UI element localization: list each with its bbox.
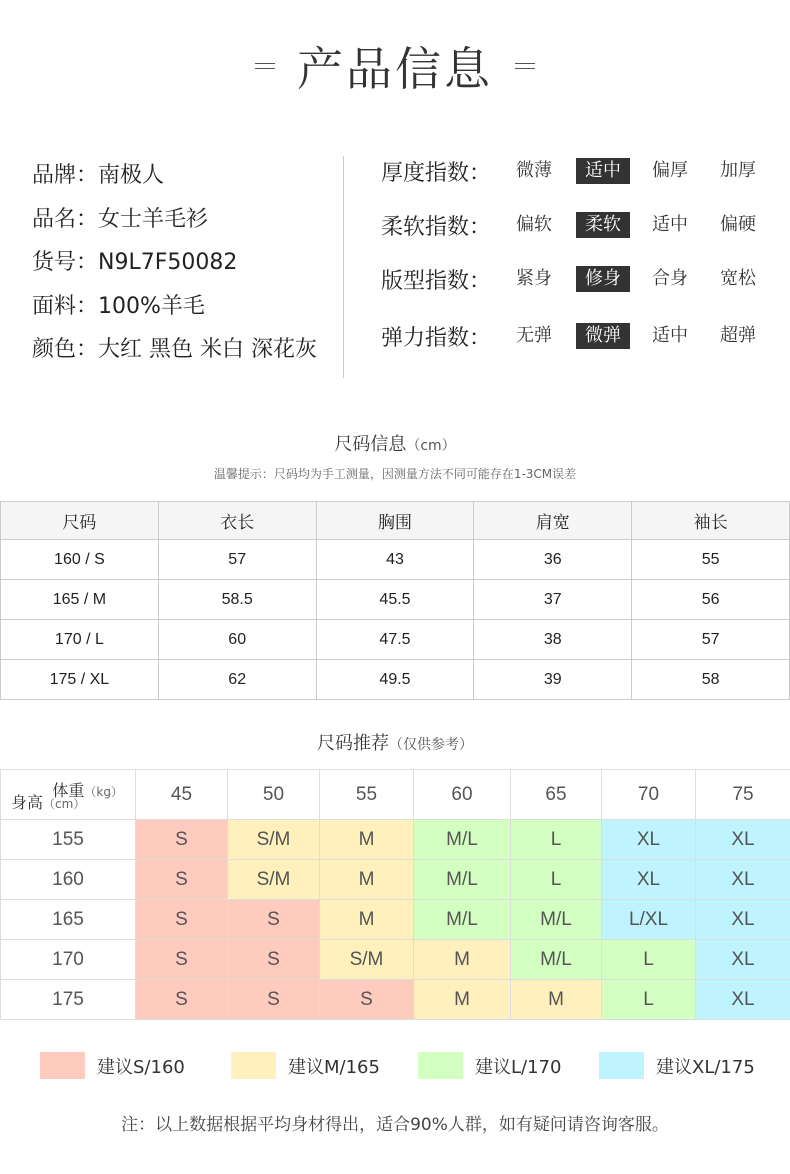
size-cell: 60 xyxy=(158,620,316,660)
size-cell: 58 xyxy=(632,660,790,700)
size-header-cell: 尺码 xyxy=(1,502,159,540)
index-option: 偏硬 xyxy=(720,214,756,235)
index-label: 弹力指数： xyxy=(381,325,492,351)
index-option-selected: 柔软 xyxy=(576,212,630,238)
recommend-cell: L xyxy=(602,980,696,1020)
weight-header-cell: 50 xyxy=(228,770,320,820)
weight-header-cell: 55 xyxy=(320,770,414,820)
table-row xyxy=(1,980,790,1020)
recommend-cell: M xyxy=(320,900,414,940)
title-left-dash xyxy=(255,63,275,69)
product-info-list xyxy=(32,152,332,370)
height-row-header: 165 xyxy=(1,900,136,940)
recommend-cell: S xyxy=(228,980,320,1020)
recommend-cell: S xyxy=(320,980,414,1020)
size-info-unit: （cm） xyxy=(406,438,456,454)
recommend-cell: S xyxy=(136,980,228,1020)
footnote: 注：以上数据根据平均身材得出，适合90%人群，如有疑问请咨询客服。 xyxy=(121,1115,669,1135)
size-cell: 57 xyxy=(632,620,790,660)
index-option: 微薄 xyxy=(516,160,552,181)
table-row xyxy=(1,820,790,860)
index-option-selected: 微弹 xyxy=(576,323,630,349)
table-row xyxy=(1,940,790,980)
legend xyxy=(0,1052,790,1080)
recommend-subtitle: （仅供参考） xyxy=(389,737,473,753)
recommend-cell: XL xyxy=(696,900,790,940)
legend-item-m xyxy=(231,1052,380,1079)
index-label: 厚度指数： xyxy=(381,160,492,186)
index-option: 紧身 xyxy=(516,268,552,289)
height-unit: （cm） xyxy=(43,797,86,811)
size-cell: 36 xyxy=(474,540,632,580)
title-right-dash xyxy=(515,63,535,69)
recommend-cell: S xyxy=(228,900,320,940)
size-cell: 55 xyxy=(632,540,790,580)
recommend-cell: XL xyxy=(602,820,696,860)
legend-item-s xyxy=(40,1052,185,1079)
page-title: 产品信息 xyxy=(297,42,493,96)
info-sku: 货号：N9L7F50082 xyxy=(32,250,238,276)
recommend-cell: M/L xyxy=(414,820,511,860)
size-cell: 49.5 xyxy=(316,660,474,700)
height-label: 身高 xyxy=(11,793,44,812)
size-table xyxy=(0,501,790,700)
recommend-cell: S xyxy=(228,940,320,980)
index-option: 偏厚 xyxy=(652,160,688,181)
index-row-fit xyxy=(381,255,781,303)
size-cell: 45.5 xyxy=(316,580,474,620)
height-row-header: 175 xyxy=(1,980,136,1020)
size-info-title-text: 尺码信息 xyxy=(334,434,407,455)
recommend-cell: S/M xyxy=(228,820,320,860)
legend-label: 建议XL/175 xyxy=(656,1056,755,1078)
recommend-cell: M/L xyxy=(511,900,602,940)
index-row-elasticity xyxy=(381,303,781,369)
weight-header-cell: 65 xyxy=(511,770,602,820)
size-cell: 175 / XL xyxy=(1,660,159,700)
table-row xyxy=(1,580,790,620)
recommend-cell: S xyxy=(136,860,228,900)
recommend-cell: S/M xyxy=(320,940,414,980)
weight-label: 体重 xyxy=(52,781,85,800)
recommend-table xyxy=(0,769,790,1020)
recommend-cell: M xyxy=(414,980,511,1020)
info-divider xyxy=(343,156,344,378)
size-cell: 47.5 xyxy=(316,620,474,660)
info-fabric: 面料：100%羊毛 xyxy=(32,293,205,319)
size-header-cell: 袖长 xyxy=(632,502,790,540)
recommend-cell: L xyxy=(511,820,602,860)
table-row xyxy=(1,620,790,660)
height-row-header: 170 xyxy=(1,940,136,980)
index-option: 适中 xyxy=(652,325,688,346)
index-option: 偏软 xyxy=(516,214,552,235)
index-option: 超弹 xyxy=(720,325,756,346)
index-list xyxy=(381,147,781,369)
size-header-cell: 衣长 xyxy=(158,502,316,540)
size-cell: 39 xyxy=(474,660,632,700)
recommend-cell: L xyxy=(602,940,696,980)
legend-swatch xyxy=(418,1052,463,1079)
recommend-cell: S xyxy=(136,820,228,860)
size-cell: 165 / M xyxy=(1,580,159,620)
index-option: 加厚 xyxy=(720,160,756,181)
page-title-bar xyxy=(0,34,790,98)
recommend-cell: M xyxy=(320,820,414,860)
recommend-cell: L/XL xyxy=(602,900,696,940)
size-table-header xyxy=(1,502,790,540)
recommend-cell: XL xyxy=(696,980,790,1020)
size-cell: 43 xyxy=(316,540,474,580)
weight-header-cell: 75 xyxy=(696,770,790,820)
size-cell: 160 / S xyxy=(1,540,159,580)
table-row xyxy=(1,660,790,700)
recommend-cell: S/M xyxy=(228,860,320,900)
index-row-thickness xyxy=(381,147,781,195)
index-label: 柔软指数： xyxy=(381,214,492,240)
table-row xyxy=(1,900,790,940)
size-cell: 38 xyxy=(474,620,632,660)
recommend-cell: XL xyxy=(602,860,696,900)
size-cell: 56 xyxy=(632,580,790,620)
index-option: 无弹 xyxy=(516,325,552,346)
size-cell: 37 xyxy=(474,580,632,620)
height-axis-label xyxy=(11,790,85,813)
height-row-header: 160 xyxy=(1,860,136,900)
legend-label: 建议S/160 xyxy=(97,1056,185,1078)
info-brand: 品牌：南极人 xyxy=(32,163,165,189)
legend-label: 建议M/165 xyxy=(288,1056,380,1078)
recommend-corner-cell xyxy=(1,770,136,820)
recommend-cell: XL xyxy=(696,940,790,980)
recommend-cell: L xyxy=(511,860,602,900)
table-row xyxy=(1,860,790,900)
index-row-softness xyxy=(381,195,781,255)
size-info-title xyxy=(0,430,790,456)
recommend-cell: M xyxy=(414,940,511,980)
recommend-title xyxy=(0,729,790,755)
legend-swatch xyxy=(231,1052,276,1079)
index-option-selected: 修身 xyxy=(576,266,630,292)
info-name: 品名：女士羊毛衫 xyxy=(32,206,209,232)
size-cell: 57 xyxy=(158,540,316,580)
recommend-cell: M xyxy=(320,860,414,900)
index-option: 合身 xyxy=(652,268,688,289)
size-cell: 170 / L xyxy=(1,620,159,660)
size-info-tip: 温馨提示：尺码均为手工测量，因测量方法不同可能存在1-3CM误差 xyxy=(213,467,577,481)
size-cell: 58.5 xyxy=(158,580,316,620)
table-row xyxy=(1,540,790,580)
weight-header-cell: 60 xyxy=(414,770,511,820)
size-header-cell: 肩宽 xyxy=(474,502,632,540)
legend-swatch xyxy=(40,1052,85,1079)
legend-item-l xyxy=(418,1052,561,1079)
recommend-cell: M/L xyxy=(511,940,602,980)
recommend-header-row xyxy=(1,770,790,820)
recommend-cell: S xyxy=(136,900,228,940)
index-option: 适中 xyxy=(652,214,688,235)
index-option: 宽松 xyxy=(720,268,756,289)
legend-item-xl xyxy=(599,1052,755,1079)
recommend-cell: M xyxy=(511,980,602,1020)
size-header-cell: 胸围 xyxy=(316,502,474,540)
weight-unit: （kg） xyxy=(84,785,123,799)
recommend-cell: XL xyxy=(696,820,790,860)
recommend-cell: S xyxy=(136,940,228,980)
index-label: 版型指数： xyxy=(381,268,492,294)
weight-header-cell: 70 xyxy=(602,770,696,820)
legend-label: 建议L/170 xyxy=(475,1056,562,1078)
recommend-title-text: 尺码推荐 xyxy=(317,733,389,754)
legend-swatch xyxy=(599,1052,644,1079)
height-row-header: 155 xyxy=(1,820,136,860)
recommend-cell: XL xyxy=(696,860,790,900)
info-colors: 颜色：大红 黑色 米白 深花灰 xyxy=(32,337,317,363)
recommend-cell: M/L xyxy=(414,900,511,940)
weight-header-cell: 45 xyxy=(136,770,228,820)
index-option-selected: 适中 xyxy=(576,158,630,184)
size-cell: 62 xyxy=(158,660,316,700)
recommend-cell: M/L xyxy=(414,860,511,900)
